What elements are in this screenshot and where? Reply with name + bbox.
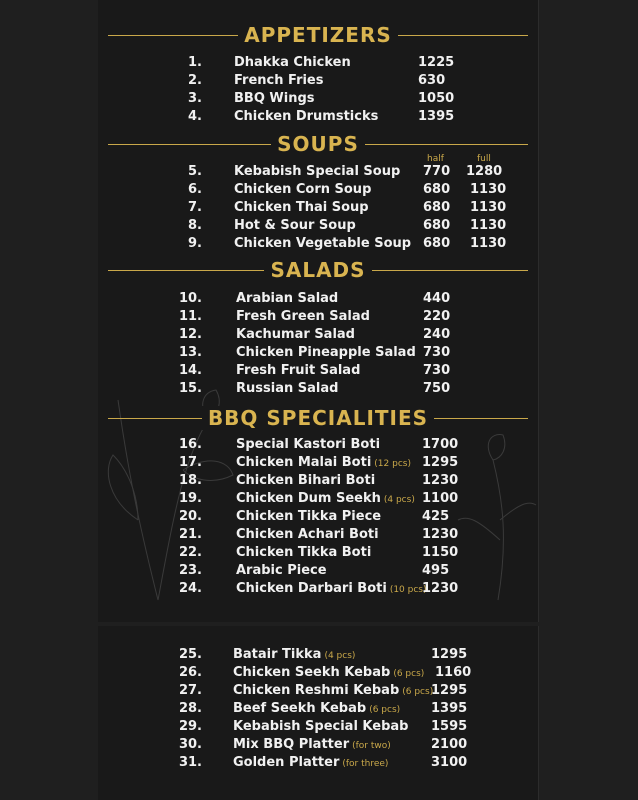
list-item — [98, 344, 538, 362]
item-price: 1100 — [422, 491, 459, 506]
list-item — [98, 308, 538, 326]
appetizers-title: APPETIZERS — [238, 23, 398, 47]
item-portion-note: (6 pcs) — [393, 669, 425, 679]
item-price: 730 — [423, 363, 451, 378]
item-name: Chicken Tikka Piece — [236, 509, 382, 524]
item-name: Chicken Achari Boti — [236, 527, 379, 542]
section-heading-soups — [98, 129, 538, 159]
full-column-label: full — [477, 154, 491, 164]
item-name-group — [236, 436, 383, 455]
item-number: 27. — [178, 683, 202, 698]
item-name: Special Kastori Boti — [236, 437, 381, 452]
item-number: 7. — [188, 200, 202, 215]
list-item — [98, 664, 538, 682]
item-price: 1595 — [431, 719, 468, 734]
item-portion-note: (6 pcs) — [369, 705, 401, 715]
item-name: French Fries — [234, 73, 324, 88]
item-portion-note: (4 pcs) — [383, 495, 415, 505]
item-number: 11. — [178, 309, 202, 324]
list-item — [98, 718, 538, 736]
list-item — [98, 90, 538, 108]
item-number: 14. — [178, 363, 202, 378]
item-number: 31. — [178, 755, 202, 770]
item-price: 425 — [422, 509, 450, 524]
item-name: Fresh Green Salad — [236, 309, 370, 324]
heading-title — [98, 255, 538, 285]
item-name-group — [233, 682, 433, 701]
item-number: 3. — [188, 91, 202, 106]
item-name-group — [233, 700, 400, 719]
item-number: 13. — [178, 345, 202, 360]
menu-page-1 — [98, 0, 539, 622]
item-name: Batair Tikka — [233, 647, 322, 662]
list-item — [98, 754, 538, 772]
item-name: Chicken Malai Boti — [236, 455, 372, 470]
item-name-group — [233, 754, 388, 773]
item-price: 1700 — [422, 437, 459, 452]
item-name: Beef Seekh Kebab — [233, 701, 367, 716]
item-portion-note: (10 pcs) — [389, 585, 427, 595]
item-price: 730 — [423, 345, 451, 360]
bbq-title: BBQ SPECIALITIES — [202, 406, 434, 430]
item-name: Chicken Reshmi Kebab — [233, 683, 400, 698]
list-item — [98, 108, 538, 126]
item-price: 240 — [423, 327, 451, 342]
list-item — [98, 235, 538, 253]
item-name-group — [233, 718, 411, 737]
item-price-full: 1130 — [470, 182, 507, 197]
item-price: 1295 — [431, 683, 468, 698]
list-item — [98, 490, 538, 508]
list-item — [98, 646, 538, 664]
item-portion-note: (for three) — [342, 759, 389, 769]
item-price: 1295 — [431, 647, 468, 662]
list-item — [98, 290, 538, 308]
heading-title — [98, 20, 538, 50]
menu-page-2 — [98, 626, 539, 800]
item-price-half: 770 — [423, 164, 451, 179]
item-name-group — [236, 580, 427, 599]
list-item — [98, 580, 538, 598]
item-number: 29. — [178, 719, 202, 734]
item-name: Chicken Pineapple Salad — [236, 345, 416, 360]
item-number: 28. — [178, 701, 202, 716]
item-number: 10. — [178, 291, 202, 306]
item-name: Chicken Tikka Boti — [236, 545, 372, 560]
list-item — [98, 682, 538, 700]
section-heading-appetizers — [98, 20, 538, 50]
item-price-half: 680 — [423, 218, 451, 233]
item-price-half: 680 — [423, 182, 451, 197]
item-number: 1. — [188, 55, 202, 70]
item-name: Russian Salad — [236, 381, 339, 396]
soups-title: SOUPS — [271, 132, 365, 156]
item-price: 1225 — [418, 55, 455, 70]
item-name-group — [233, 646, 355, 665]
item-price: 1395 — [418, 109, 455, 124]
item-name-group — [236, 472, 378, 491]
item-price-half: 680 — [423, 200, 451, 215]
item-price: 1230 — [422, 473, 459, 488]
item-portion-note: (for two) — [352, 741, 391, 751]
item-number: 16. — [178, 437, 202, 452]
item-name-group — [233, 736, 391, 755]
list-item — [98, 380, 538, 398]
item-number: 9. — [188, 236, 202, 251]
item-name: Chicken Seekh Kebab — [233, 665, 391, 680]
item-number: 2. — [188, 73, 202, 88]
item-name: Arabian Salad — [236, 291, 339, 306]
item-price: 1295 — [422, 455, 459, 470]
item-price: 220 — [423, 309, 451, 324]
list-item — [98, 181, 538, 199]
item-name: BBQ Wings — [234, 91, 315, 106]
item-price: 3100 — [431, 755, 468, 770]
item-price: 1230 — [422, 527, 459, 542]
list-item — [98, 526, 538, 544]
item-number: 26. — [178, 665, 202, 680]
item-price: 1230 — [422, 581, 459, 596]
item-number: 22. — [178, 545, 202, 560]
item-price: 750 — [423, 381, 451, 396]
list-item — [98, 562, 538, 580]
item-number: 25. — [178, 647, 202, 662]
item-name: Chicken Dum Seekh — [236, 491, 381, 506]
list-item — [98, 362, 538, 380]
item-number: 24. — [178, 581, 202, 596]
list-item — [98, 326, 538, 344]
item-number: 18. — [178, 473, 202, 488]
item-name: Kebabish Special Kebab — [233, 719, 409, 734]
item-price: 2100 — [431, 737, 468, 752]
item-name-group — [233, 664, 424, 683]
item-name: Dhakka Chicken — [234, 55, 351, 70]
item-name-group — [236, 454, 411, 473]
item-price-full: 1130 — [470, 218, 507, 233]
item-name: Arabic Piece — [236, 563, 327, 578]
item-portion-note: (4 pcs) — [324, 651, 356, 661]
item-name: Chicken Thai Soup — [234, 200, 369, 215]
item-name: Chicken Corn Soup — [234, 182, 372, 197]
item-price: 1150 — [422, 545, 459, 560]
list-item — [98, 700, 538, 718]
section-heading-bbq-specialities — [98, 403, 538, 433]
item-number: 8. — [188, 218, 202, 233]
item-portion-note: (6 pcs) — [402, 687, 434, 697]
item-price: 1395 — [431, 701, 468, 716]
item-number: 23. — [178, 563, 202, 578]
list-item — [98, 199, 538, 217]
item-portion-note: (12 pcs) — [374, 459, 411, 469]
item-price: 1050 — [418, 91, 455, 106]
item-number: 20. — [178, 509, 202, 524]
list-item — [98, 736, 538, 754]
item-name-group — [236, 544, 374, 563]
item-number: 30. — [178, 737, 202, 752]
list-item — [98, 436, 538, 454]
item-number: 12. — [178, 327, 202, 342]
half-column-label: half — [427, 154, 444, 164]
item-price-full: 1130 — [470, 200, 507, 215]
item-number: 21. — [178, 527, 202, 542]
item-name-group — [236, 562, 330, 581]
item-name: Chicken Drumsticks — [234, 109, 379, 124]
item-number: 17. — [178, 455, 202, 470]
item-name: Hot & Sour Soup — [234, 218, 356, 233]
list-item — [98, 508, 538, 526]
item-number: 4. — [188, 109, 202, 124]
item-number: 5. — [188, 164, 202, 179]
item-name-group — [236, 490, 415, 509]
item-name: Fresh Fruit Salad — [236, 363, 361, 378]
list-item — [98, 472, 538, 490]
item-price-half: 680 — [423, 236, 451, 251]
item-number: 6. — [188, 182, 202, 197]
item-price-full: 1280 — [466, 164, 503, 179]
item-number: 15. — [178, 381, 202, 396]
list-item — [98, 163, 538, 181]
item-name-group — [236, 508, 384, 527]
list-item — [98, 72, 538, 90]
heading-title — [98, 129, 538, 159]
item-name: Kebabish Special Soup — [234, 164, 401, 179]
list-item — [98, 544, 538, 562]
salads-title: SALADS — [264, 258, 371, 282]
item-price: 440 — [423, 291, 451, 306]
item-name: Golden Platter — [233, 755, 340, 770]
list-item — [98, 454, 538, 472]
item-number: 19. — [178, 491, 202, 506]
list-item — [98, 217, 538, 235]
item-price: 1160 — [435, 665, 472, 680]
item-name: Chicken Vegetable Soup — [234, 236, 412, 251]
item-name: Kachumar Salad — [236, 327, 355, 342]
item-name: Mix BBQ Platter — [233, 737, 350, 752]
item-price: 630 — [418, 73, 446, 88]
item-name-group — [236, 526, 382, 545]
item-price-full: 1130 — [470, 236, 507, 251]
section-heading-salads — [98, 255, 538, 285]
list-item — [98, 54, 538, 72]
item-price: 495 — [422, 563, 450, 578]
heading-title — [98, 403, 538, 433]
item-name: Chicken Darbari Boti — [236, 581, 387, 596]
item-name: Chicken Bihari Boti — [236, 473, 376, 488]
